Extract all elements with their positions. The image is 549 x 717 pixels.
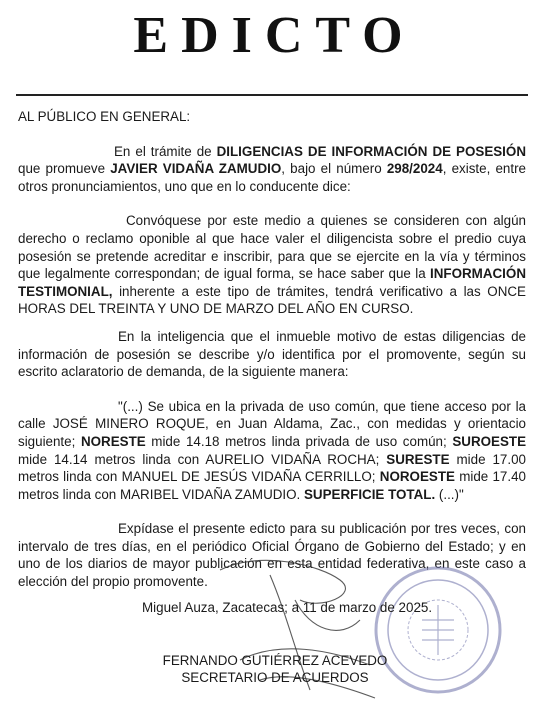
greeting: AL PÚBLICO EN GENERAL: bbox=[18, 109, 191, 124]
text-run: "(...) Se ubica en la privada de uso común, que tiene acceso por la calle JOSÉ MINERO ROQUE, en Juan Aldama, Zac., con medidas y orientacio siguiente; bbox=[18, 398, 526, 449]
direction-southeast: SURESTE bbox=[386, 451, 450, 467]
edict-title: EDICTO bbox=[133, 7, 416, 64]
signer-name: FERNANDO GUTIÉRREZ ACEVEDO bbox=[162, 653, 388, 668]
direction-northeast: NORESTE bbox=[80, 433, 146, 449]
direction-southwest: SUROESTE bbox=[452, 433, 527, 449]
text-run: , existe, entre otros pronunciamientos, uno que en lo conducente dice: bbox=[18, 161, 526, 194]
signature-block bbox=[130, 652, 420, 686]
testimonial-label: INFORMACIÓN TESTIMONIAL, bbox=[18, 266, 526, 299]
paragraph-summons bbox=[18, 212, 526, 318]
paragraph-publication: Expídase el presente edicto para su publicación por tres veces, con intervalo de tres días, en el periódico Oficial Órgano de Gobierno del Estado; y en uno de los diarios de mayor publicación en esta entidad federativa, en este caso a elección del propio promovente. bbox=[18, 521, 526, 590]
paragraph-procedure bbox=[18, 143, 526, 196]
edict-body bbox=[18, 108, 526, 591]
direction-northwest: NOROESTE bbox=[379, 469, 455, 485]
text-run: , bajo el número bbox=[281, 161, 387, 177]
signer-title: SECRETARIO DE ACUERDOS bbox=[181, 670, 369, 685]
text-run: que promueve bbox=[18, 161, 111, 177]
text-run: mide 14.14 metros linda con AURELIO VIDAÑA ROCHA; bbox=[18, 451, 387, 467]
text-run: mide 17.00 metros linda con MANUEL DE JESÚS VIDAÑA CERRILLO; bbox=[18, 451, 526, 485]
text-run: mide 17.40 metros linda con MARIBEL VIDAÑA ZAMUDIO. bbox=[18, 469, 526, 502]
promoter-name: JAVIER VIDAÑA ZAMUDIO bbox=[110, 161, 282, 177]
text-run: (...)" bbox=[435, 486, 464, 502]
title-divider bbox=[16, 94, 528, 96]
paragraph-description-intro: En la inteligencia que el inmueble motivo de estas diligencias de información de posesión se describe y/o identifica por el promovente, según su escrito aclaratorio de demanda, de la siguiente manera: bbox=[18, 328, 526, 380]
total-area-label: SUPERFICIE TOTAL. bbox=[304, 486, 436, 502]
text-run: mide 14.18 metros linda privada de uso común; bbox=[145, 433, 453, 449]
paragraph-property-description bbox=[18, 398, 526, 504]
text-run: En el trámite de bbox=[114, 143, 217, 159]
text-run: inherente a este tipo de trámites, tendrá verificativo a las ONCE HORAS DEL TREINTA Y UNO DE MARZO DEL AÑO EN CURSO. bbox=[18, 283, 526, 317]
procedure-name: DILIGENCIAS DE INFORMACIÓN DE POSESIÓN bbox=[216, 143, 526, 159]
place-and-date: Miguel Auza, Zacatecas; a 11 de marzo de 2025. bbox=[142, 600, 433, 615]
text-run: Convóquese por este medio a quienes se consideren con algún derecho o reclamo oponible al que hace valer el diligencista sobre el predio cuya posesión se pretende acreditar e inscribir, para que se ejercite en la vía y términos que legalmente correspondan; de igual forma, se hace saber que la bbox=[18, 213, 526, 282]
case-number: 298/2024 bbox=[386, 161, 443, 177]
